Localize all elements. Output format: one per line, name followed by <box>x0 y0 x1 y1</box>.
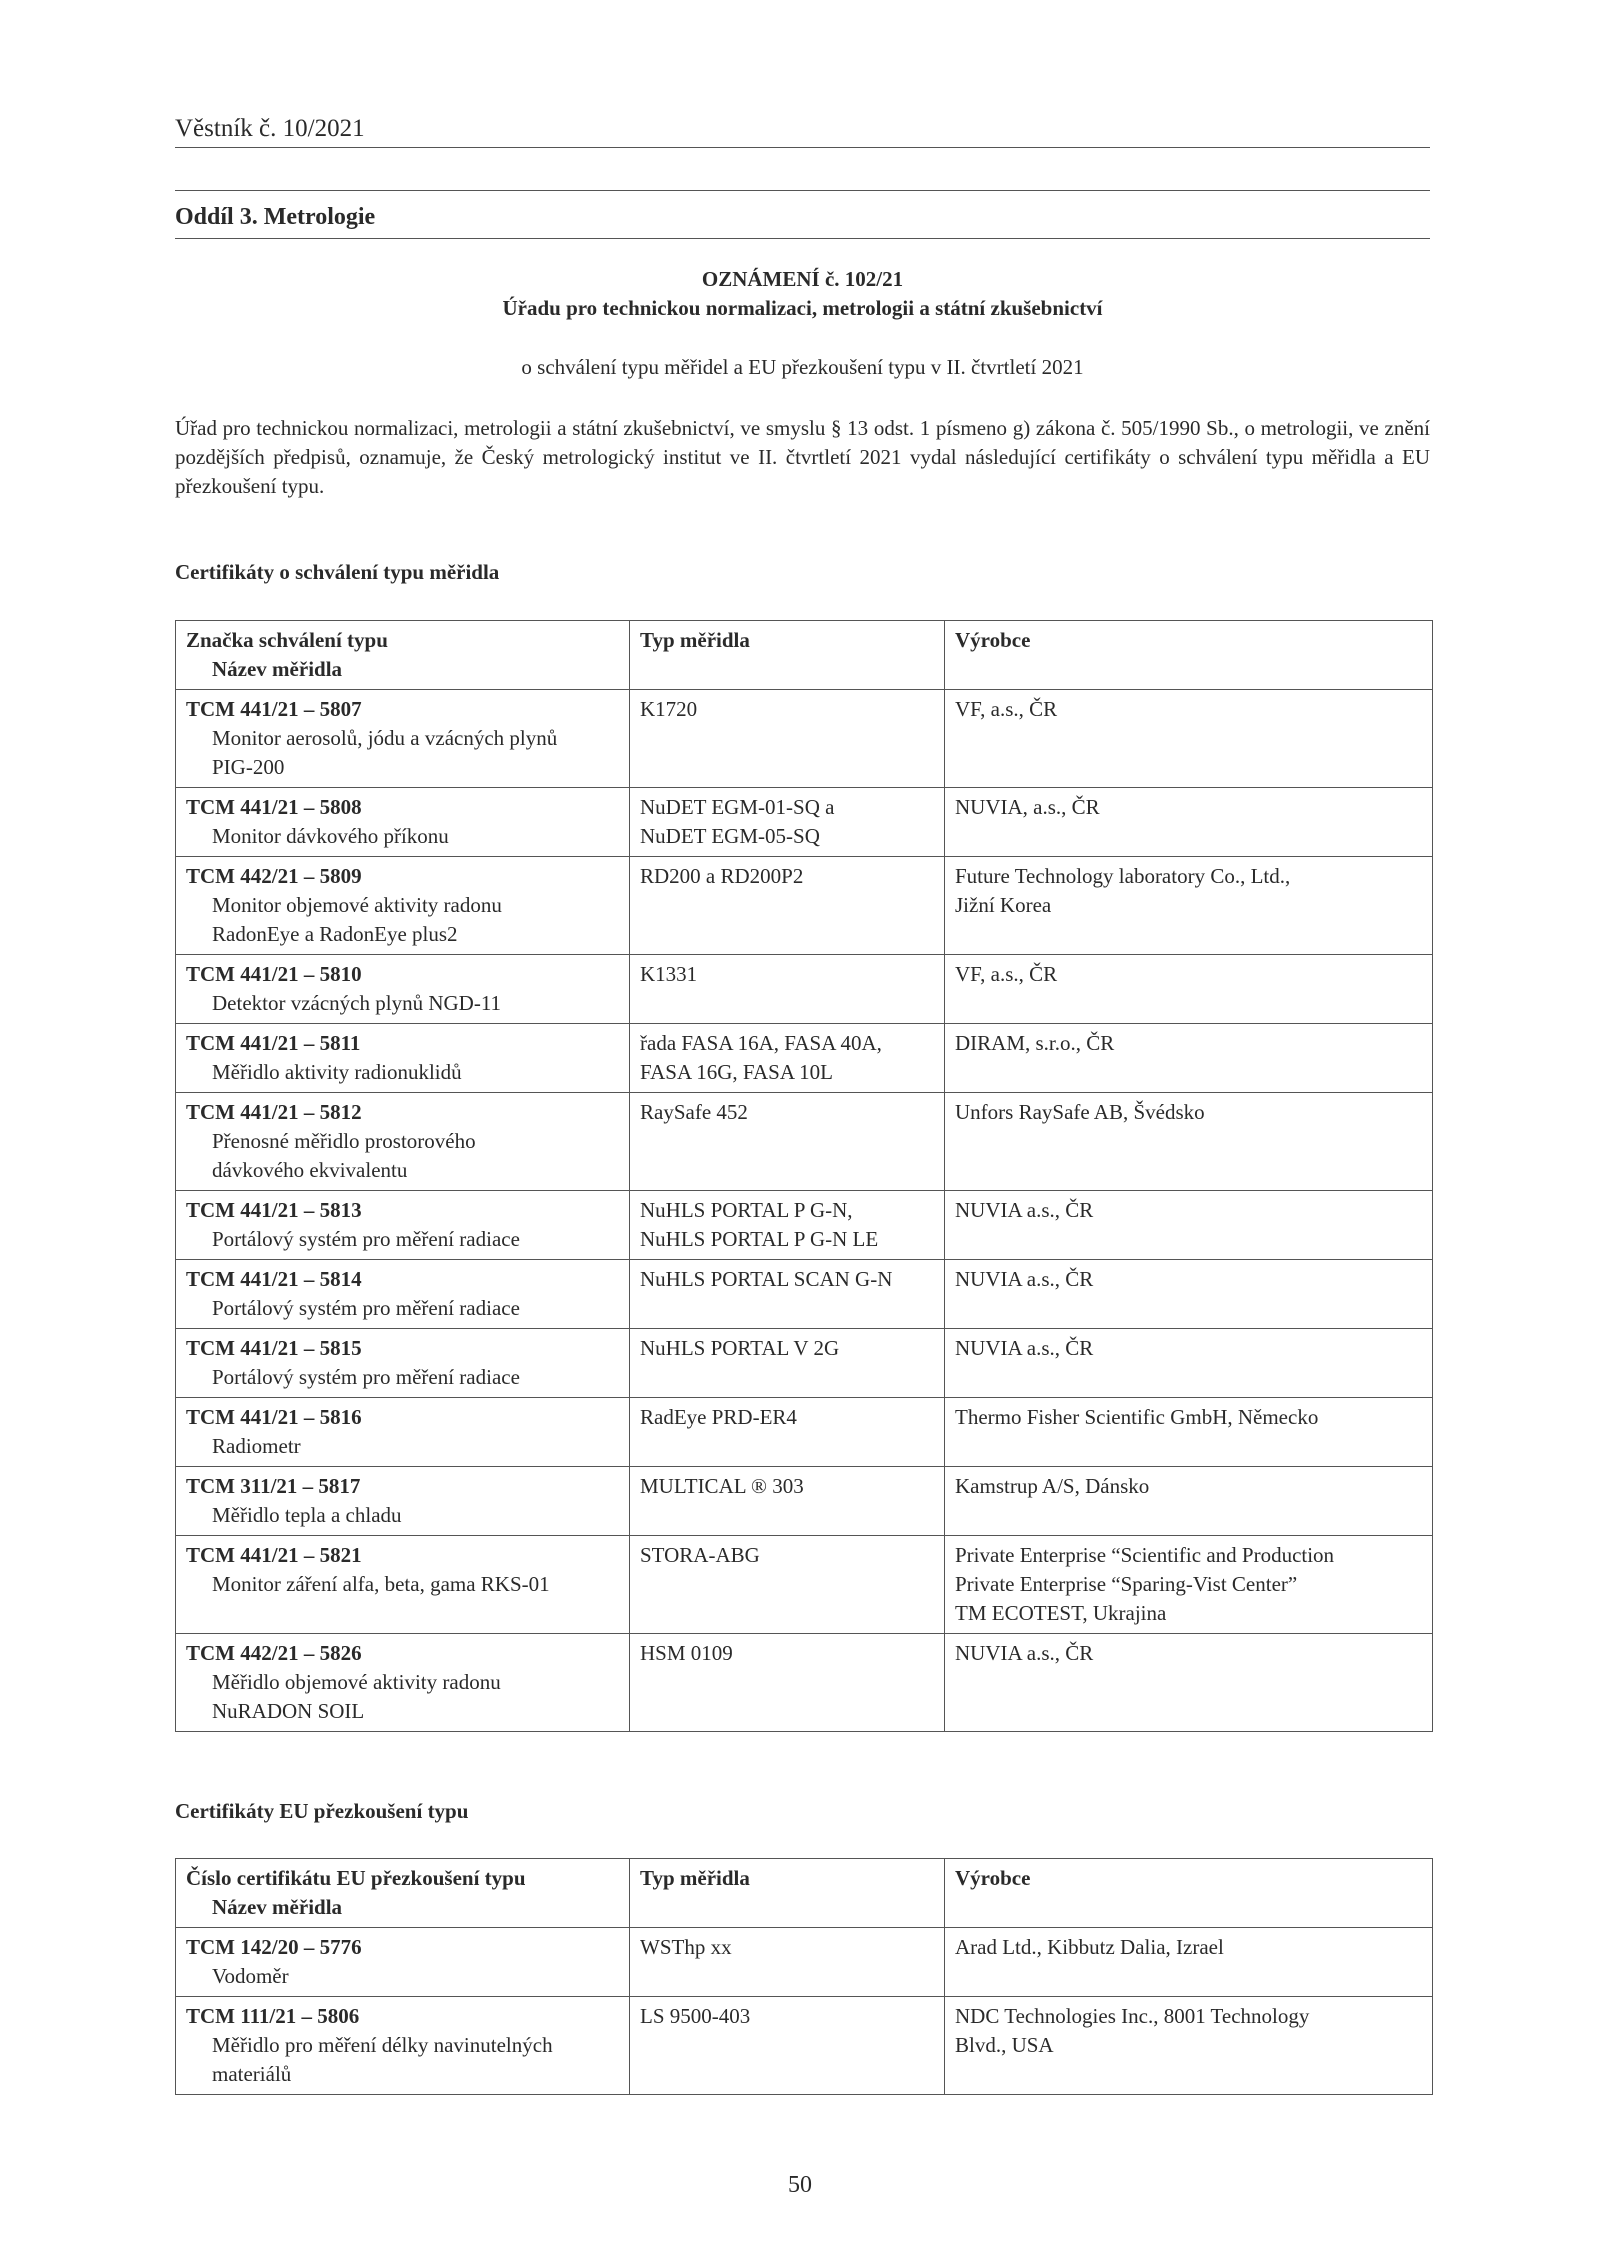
manufacturer: NUVIA a.s., ČR <box>955 1336 1094 1360</box>
header-maker-label: Výrobce <box>955 628 1031 652</box>
header-type-label: Typ měřidla <box>640 628 750 652</box>
notice-title-line1: OZNÁMENÍ č. 102/21 <box>701 267 904 291</box>
cell-code-name <box>176 1329 630 1398</box>
manufacturer: Arad Ltd., Kibbutz Dalia, Izrael <box>955 1935 1224 1959</box>
instrument-name: Měřidlo objemové aktivity radonu <box>212 1670 501 1694</box>
instrument-name: Portálový systém pro měření radiace <box>212 1296 520 1320</box>
cell-code-name <box>176 1191 630 1260</box>
cell-maker <box>945 1634 1433 1732</box>
cell-code-name <box>176 690 630 788</box>
header-cell-maker <box>945 1859 1433 1928</box>
section-divider <box>175 190 1430 191</box>
instrument-type: K1720 <box>640 697 698 721</box>
table-row <box>176 1536 1433 1634</box>
certificate-code: TCM 441/21 – 5813 <box>186 1198 362 1222</box>
instrument-name: Portálový systém pro měření radiace <box>212 1227 520 1251</box>
manufacturer: DIRAM, s.r.o., ČR <box>955 1031 1115 1055</box>
cell-code-name <box>176 1260 630 1329</box>
header-cell-code <box>176 621 630 690</box>
cell-code-name <box>176 955 630 1024</box>
certificate-code: TCM 441/21 – 5814 <box>186 1267 362 1291</box>
instrument-name: Monitor aerosolů, jódu a vzácných plynů <box>212 726 558 750</box>
instrument-name: NuRADON SOIL <box>212 1699 365 1723</box>
instrument-type: LS 9500-403 <box>640 2004 751 2028</box>
cell-type <box>630 1093 945 1191</box>
instrument-type: NuHLS PORTAL V 2G <box>640 1336 840 1360</box>
header-cell-type <box>630 1859 945 1928</box>
header-cell-type <box>630 621 945 690</box>
eu-examination-table <box>175 1858 1433 2095</box>
instrument-name: RadonEye a RadonEye plus2 <box>212 922 458 946</box>
cell-code-name <box>176 1093 630 1191</box>
cell-type <box>630 1260 945 1329</box>
certificate-code: TCM 441/21 – 5816 <box>186 1405 362 1429</box>
page-number: 50 <box>788 2172 812 2198</box>
manufacturer: TM ECOTEST, Ukrajina <box>955 1601 1167 1625</box>
instrument-name: Radiometr <box>212 1434 301 1458</box>
instrument-name: materiálů <box>212 2062 292 2086</box>
manufacturer: Jižní Korea <box>955 893 1052 917</box>
table-row <box>176 1093 1433 1191</box>
table-row <box>176 690 1433 788</box>
instrument-type: RadEye PRD-ER4 <box>640 1405 797 1429</box>
certificate-code: TCM 142/20 – 5776 <box>186 1935 362 1959</box>
certificate-code: TCM 442/21 – 5809 <box>186 864 362 888</box>
cell-maker <box>945 690 1433 788</box>
instrument-name: Detektor vzácných plynů NGD-11 <box>212 991 502 1015</box>
manufacturer: VF, a.s., ČR <box>955 697 1058 721</box>
table-row <box>176 955 1433 1024</box>
cell-maker <box>945 1329 1433 1398</box>
manufacturer: NUVIA a.s., ČR <box>955 1641 1094 1665</box>
table-header-row <box>176 1859 1433 1928</box>
certificate-code: TCM 441/21 – 5807 <box>186 697 362 721</box>
intro-paragraph: Úřad pro technickou normalizaci, metrologii a státní zkušebnictví, ve smyslu § 13 odst. 1 písmeno g) zákona č. 505/1990 Sb., o metrologii, ve znění pozdějších předpisů, oznamuje, že Český metrologický institut ve II. čtvrtletí 2021 vydal následující certifikáty o schválení typu měřidla a EU přezkoušení typu. <box>175 416 1430 498</box>
manufacturer: Future Technology laboratory Co., Ltd., <box>955 864 1291 888</box>
table-header-row <box>176 621 1433 690</box>
cell-code-name <box>176 857 630 955</box>
table-row <box>176 1467 1433 1536</box>
certificate-code: TCM 442/21 – 5826 <box>186 1641 362 1665</box>
manufacturer: Thermo Fisher Scientific GmbH, Německo <box>955 1405 1319 1429</box>
cell-type <box>630 690 945 788</box>
instrument-type: RaySafe 452 <box>640 1100 748 1124</box>
header-code-label: Číslo certifikátu EU přezkoušení typu <box>186 1866 526 1890</box>
instrument-type: K1331 <box>640 962 698 986</box>
manufacturer: Blvd., USA <box>955 2033 1054 2057</box>
instrument-type: RD200 a RD200P2 <box>640 864 804 888</box>
instrument-type: STORA-ABG <box>640 1543 760 1567</box>
cell-type <box>630 1024 945 1093</box>
header-name-label: Název měřidla <box>212 657 343 681</box>
certificate-code: TCM 311/21 – 5817 <box>186 1474 361 1498</box>
instrument-type: HSM 0109 <box>640 1641 733 1665</box>
cell-code-name <box>176 1467 630 1536</box>
certificate-code: TCM 441/21 – 5810 <box>186 962 362 986</box>
page-header: Věstník č. 10/2021 <box>175 113 1430 148</box>
cell-type <box>630 1329 945 1398</box>
instrument-type: FASA 16G, FASA 10L <box>640 1060 833 1084</box>
cell-maker <box>945 1398 1433 1467</box>
table-row <box>176 1024 1433 1093</box>
header-cell-maker <box>945 621 1433 690</box>
cell-type <box>630 857 945 955</box>
cell-maker <box>945 1191 1433 1260</box>
notice-subtitle: o schválení typu měřidel a EU přezkoušení typu v II. čtvrtletí 2021 <box>521 355 1084 379</box>
cell-type <box>630 1467 945 1536</box>
cell-code-name <box>176 788 630 857</box>
table-row <box>176 1398 1433 1467</box>
cell-type <box>630 788 945 857</box>
cell-code-name <box>176 1634 630 1732</box>
header-name-label: Název měřidla <box>212 1895 343 1919</box>
section-title: Oddíl 3. Metrologie <box>175 201 1430 239</box>
header-cell-code <box>176 1859 630 1928</box>
instrument-type: řada FASA 16A, FASA 40A, <box>640 1031 882 1055</box>
cell-type <box>630 1928 945 1997</box>
cell-maker <box>945 1467 1433 1536</box>
table-row <box>176 1329 1433 1398</box>
instrument-name: Měřidlo tepla a chladu <box>212 1503 402 1527</box>
certificate-code: TCM 441/21 – 5811 <box>186 1031 361 1055</box>
type-approval-table <box>175 620 1433 1732</box>
cell-maker <box>945 857 1433 955</box>
certificate-code: TCM 111/21 – 5806 <box>186 2004 360 2028</box>
header-type-label: Typ měřidla <box>640 1866 750 1890</box>
certificate-code: TCM 441/21 – 5815 <box>186 1336 362 1360</box>
manufacturer: Unfors RaySafe AB, Švédsko <box>955 1100 1205 1124</box>
cell-type <box>630 955 945 1024</box>
cell-type <box>630 1997 945 2095</box>
notice-title-line2: Úřadu pro technickou normalizaci, metrologii a státní zkušebnictví <box>502 296 1103 320</box>
cell-maker <box>945 1260 1433 1329</box>
instrument-name: Přenosné měřidlo prostorového <box>212 1129 476 1153</box>
instrument-type: NuHLS PORTAL SCAN G-N <box>640 1267 893 1291</box>
manufacturer: Kamstrup A/S, Dánsko <box>955 1474 1150 1498</box>
cell-code-name <box>176 1997 630 2095</box>
instrument-name: Monitor objemové aktivity radonu <box>212 893 502 917</box>
instrument-type: NuHLS PORTAL P G-N, <box>640 1198 853 1222</box>
header-code-label: Značka schválení typu <box>186 628 388 652</box>
instrument-name: Vodoměr <box>212 1964 289 1988</box>
table-row <box>176 1191 1433 1260</box>
cell-maker <box>945 788 1433 857</box>
table-row <box>176 1260 1433 1329</box>
table2-heading: Certifikáty EU přezkoušení typu <box>175 1799 469 1823</box>
manufacturer: Private Enterprise “Sparing-Vist Center” <box>955 1572 1298 1596</box>
instrument-type: NuDET EGM-05-SQ <box>640 824 820 848</box>
cell-code-name <box>176 1536 630 1634</box>
instrument-type: WSThp xx <box>640 1935 732 1959</box>
cell-type <box>630 1536 945 1634</box>
certificate-code: TCM 441/21 – 5812 <box>186 1100 362 1124</box>
cell-code-name <box>176 1024 630 1093</box>
cell-maker <box>945 955 1433 1024</box>
instrument-name: dávkového ekvivalentu <box>212 1158 408 1182</box>
cell-code-name <box>176 1398 630 1467</box>
certificate-code: TCM 441/21 – 5821 <box>186 1543 362 1567</box>
manufacturer: NUVIA, a.s., ČR <box>955 795 1100 819</box>
cell-maker <box>945 1928 1433 1997</box>
table-row <box>176 1928 1433 1997</box>
table1-heading: Certifikáty o schválení typu měřidla <box>175 560 500 584</box>
manufacturer: NUVIA a.s., ČR <box>955 1198 1094 1222</box>
notice-title <box>175 265 1430 323</box>
instrument-name: Měřidlo pro měření délky navinutelných <box>212 2033 553 2057</box>
instrument-name: Měřidlo aktivity radionuklidů <box>212 1060 462 1084</box>
table-row <box>176 1997 1433 2095</box>
instrument-name: Monitor dávkového příkonu <box>212 824 449 848</box>
cell-type <box>630 1398 945 1467</box>
instrument-name: Portálový systém pro měření radiace <box>212 1365 520 1389</box>
header-maker-label: Výrobce <box>955 1866 1031 1890</box>
cell-maker <box>945 1093 1433 1191</box>
instrument-type: NuHLS PORTAL P G-N LE <box>640 1227 879 1251</box>
certificate-code: TCM 441/21 – 5808 <box>186 795 362 819</box>
table-row <box>176 1634 1433 1732</box>
cell-type <box>630 1634 945 1732</box>
instrument-type: NuDET EGM-01-SQ a <box>640 795 835 819</box>
instrument-name: PIG-200 <box>212 755 285 779</box>
manufacturer: VF, a.s., ČR <box>955 962 1058 986</box>
cell-maker <box>945 1024 1433 1093</box>
table-row <box>176 788 1433 857</box>
cell-type <box>630 1191 945 1260</box>
table-row <box>176 857 1433 955</box>
instrument-type: MULTICAL ® 303 <box>640 1474 804 1498</box>
manufacturer: NDC Technologies Inc., 8001 Technology <box>955 2004 1310 2028</box>
manufacturer: Private Enterprise “Scientific and Production <box>955 1543 1335 1567</box>
cell-maker <box>945 1997 1433 2095</box>
cell-maker <box>945 1536 1433 1634</box>
manufacturer: NUVIA a.s., ČR <box>955 1267 1094 1291</box>
cell-code-name <box>176 1928 630 1997</box>
instrument-name: Monitor záření alfa, beta, gama RKS-01 <box>212 1572 550 1596</box>
